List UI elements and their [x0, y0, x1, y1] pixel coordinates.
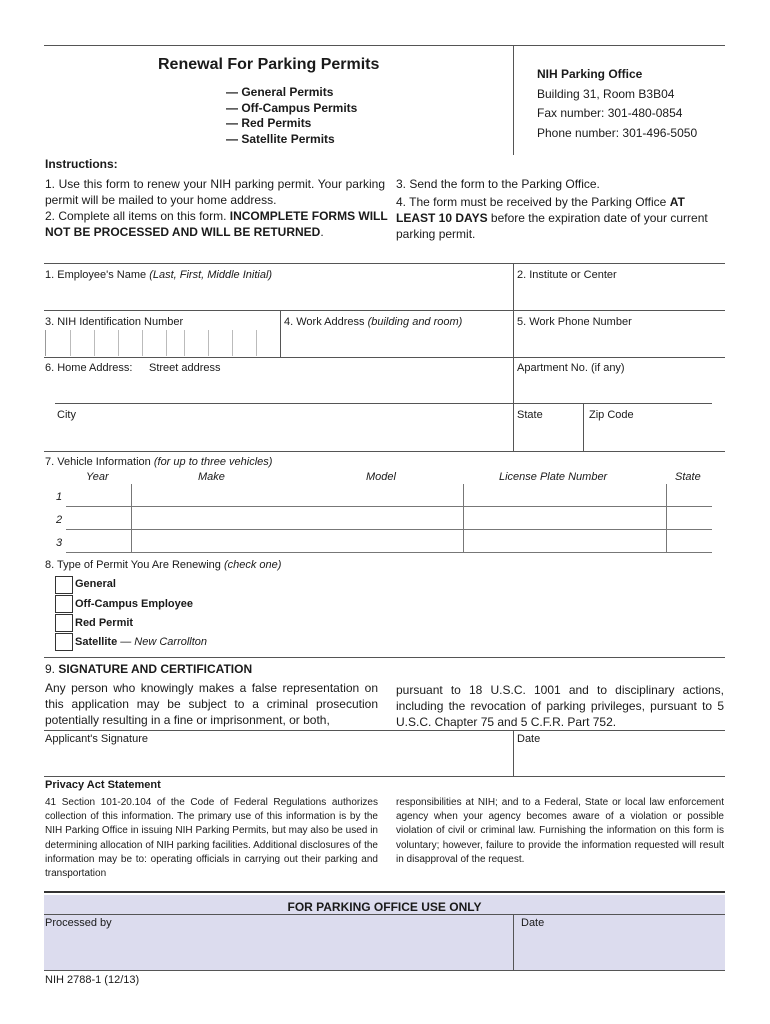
general-option-label: General [75, 578, 116, 590]
instruction-3: 3. Send the form to the Parking Office. [396, 177, 600, 191]
home-address-label: 6. Home Address: [45, 362, 133, 374]
vehicle-col-year: Year [86, 471, 109, 483]
state-label: State [517, 409, 543, 421]
work-address-label: 4. Work Address (building and room) [284, 316, 463, 328]
vehicle-info-label: 7. Vehicle Information (for up to three vehicles) [45, 456, 273, 468]
vehicle-col-make: Make [198, 471, 225, 483]
signature-date-label: Date [517, 733, 541, 745]
vehicle-col-plate: License Plate Number [499, 471, 608, 483]
office-date-field[interactable] [521, 932, 721, 966]
work-phone-label: 5. Work Phone Number [517, 316, 632, 328]
permit-type-label: 8. Type of Permit You Are Renewing (check one) [45, 559, 282, 571]
instruction-4-text: 4. The form must be received by the Parking Office [396, 195, 670, 209]
nih-id-label: 3. NIH Identification Number [45, 316, 184, 328]
signature-text-left: Any person who knowingly makes a false representation on this application may be subject to a criminal prosecution potentially resulting in a fine or imprisonment, or both, [45, 681, 378, 727]
instruction-4-deadline: AT LEAST 10 DAYS [396, 195, 685, 225]
signature-heading: 9. SIGNATURE AND CERTIFICATION [45, 662, 253, 676]
form-id: NIH 2788-1 (12/13) [45, 974, 140, 986]
zip-label: Zip Code [589, 409, 634, 421]
off-campus-option-label: Off-Campus Employee [75, 598, 193, 610]
vehicle-col-state: State [675, 471, 701, 483]
instruction-1: 1. Use this form to renew your NIH parking permit. Your parking permit will be mailed to your home address. [45, 177, 385, 207]
form-title: Renewal For Parking Permits [158, 56, 380, 73]
applicant-signature-field[interactable] [45, 748, 510, 774]
off-campus-checkbox[interactable] [55, 595, 73, 613]
red-permit-option-label: Red Permit [75, 617, 134, 629]
street-address-field[interactable] [45, 377, 510, 401]
street-address-label: Street address [149, 362, 221, 374]
privacy-text-left: 41 Section 101-20.104 of the Code of Federal Regulations authorizes collection of this information. The primary use of this information is by the NIH Parking Office in issuing NIH Parking Permits, but may also be used in determining allocation of NIH parking facilities. Additional disclosures of the information may be to: operating officials in carrying out their parking and transportation [45, 797, 378, 880]
instruction-4 [396, 194, 716, 242]
office-fax: Fax number: 301-480-0854 [537, 106, 683, 120]
office-date-label: Date [521, 917, 545, 929]
vehicle-col-model: Model [366, 471, 396, 483]
vehicle-row-number: 1 [56, 491, 63, 503]
instruction-2 [45, 208, 390, 240]
apartment-label: Apartment No. (if any) [517, 362, 625, 374]
vehicle-row-2[interactable] [66, 508, 712, 528]
processed-by-label: Processed by [45, 917, 112, 929]
instruction-2-text: 2. Complete all items on this form. [45, 209, 230, 223]
apartment-field[interactable] [517, 377, 712, 401]
state-field[interactable] [517, 424, 580, 448]
city-field[interactable] [57, 424, 509, 448]
zip-field[interactable] [589, 424, 712, 448]
office-phone: Phone number: 301-496-5050 [537, 125, 698, 140]
general-checkbox[interactable] [55, 576, 73, 594]
permit-list [226, 85, 357, 147]
office-use-heading: FOR PARKING OFFICE USE ONLY [287, 900, 482, 914]
applicant-signature-label: Applicant's Signature [45, 733, 148, 745]
instructions-heading: Instructions: [45, 157, 118, 171]
institute-label: 2. Institute or Center [517, 269, 617, 281]
city-label: City [57, 409, 76, 421]
satellite-option-label: Satellite — New Carrollton [75, 636, 208, 648]
employee-name-label: 1. Employee's Name (Last, First, Middle Initial) [45, 269, 273, 281]
office-contact [537, 65, 697, 143]
office-building: Building 31, Room B3B04 [537, 86, 675, 101]
vehicle-row-number: 2 [56, 514, 63, 526]
satellite-checkbox[interactable] [55, 633, 73, 651]
privacy-heading: Privacy Act Statement [45, 779, 161, 791]
signature-text-right: pursuant to 18 U.S.C. 1001 and to disciplinary actions, including the revocation of parking privileges, pursuant to 5 U.S.C. Chapter 75 and 5 C.F.R. Part 752. [396, 683, 724, 729]
employee-name-field[interactable] [45, 284, 510, 308]
vehicle-row-3[interactable] [66, 531, 712, 551]
institute-field[interactable] [517, 284, 722, 308]
instruction-2-warning: INCOMPLETE FORMS WILL NOT BE PROCESSED AND WILL BE RETURNED [45, 209, 388, 239]
permit-list-item: — General Permits [226, 85, 334, 99]
instruction-2-end: . [320, 225, 324, 239]
nih-id-field[interactable] [45, 330, 278, 356]
signature-date-field[interactable] [517, 748, 722, 774]
permit-list-item: — Red Permits [226, 116, 312, 130]
privacy-text-right: responsibilities at NIH; and to a Federal, State or local law enforcement agency when your agency becomes aware of a violation or possible violation of civil or criminal law. Furnishing the information on this form is voluntary; however, failure to provide the information requested will result in disapproval of the request. [396, 797, 724, 865]
work-address-field[interactable] [284, 330, 510, 356]
work-phone-field[interactable] [517, 330, 722, 356]
permit-list-item: — Off-Campus Permits [226, 100, 358, 115]
office-name: NIH Parking Office [537, 67, 643, 81]
processed-by-field[interactable] [45, 932, 510, 966]
red-permit-checkbox[interactable] [55, 614, 73, 632]
vehicle-row-number: 3 [56, 537, 63, 549]
vehicle-row-1[interactable] [66, 486, 712, 506]
permit-list-item: — Satellite Permits [226, 131, 335, 146]
instruction-4-end: before the expiration date of your current parking permit. [396, 211, 708, 241]
